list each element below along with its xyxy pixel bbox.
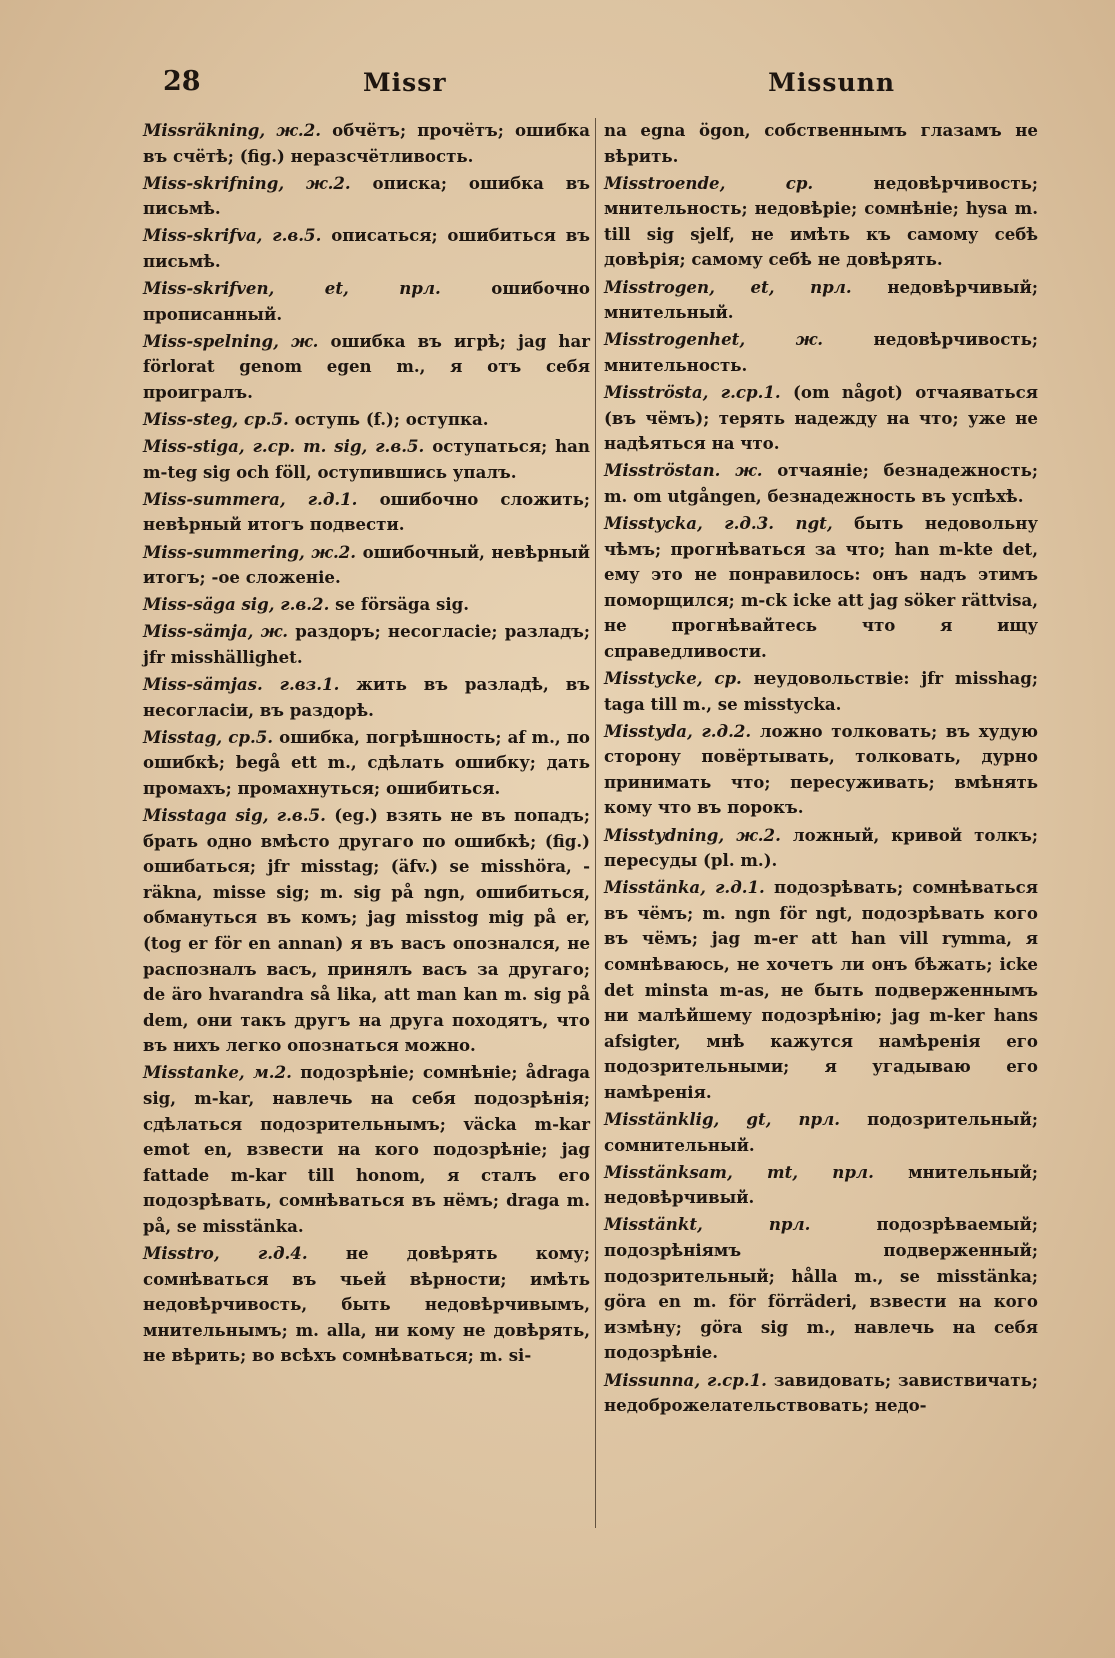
entry-headword: Miss-skrifven (143, 278, 269, 299)
entry-headword: Misstrogen (604, 276, 710, 297)
dictionary-entry (604, 1160, 1038, 1211)
entry-definition: подозрѣніе; сомнѣніе; ådraga sig, m-kar, навлечь на себя подозрѣнія; сдѣлаться подозрительнымъ; väcka m-kar emot en, взвести на кого подозрѣніе; jag fattade m-kar till honom, я сталъ его подозрѣвать, сомнѣваться въ нёмъ; draga m. på, se misstänka. (143, 1062, 590, 1236)
entry-definition: обчётъ; прочётъ; ошибка въ счётѣ; (fig.) неразсчётливость. (143, 120, 590, 166)
dictionary-entry (143, 672, 590, 723)
entry-headword: Misstro (143, 1243, 214, 1264)
dictionary-entry (143, 171, 590, 222)
entry-definition: не довѣрять кому; сомнѣваться въ чьей вѣрности; имѣть недовѣрчивость, быть недовѣрчивымъ, мнительнымъ; m. alla, ни кому не довѣрять, не вѣрить; во всѣхъ сомнѣваться; m. si- (143, 1243, 590, 1366)
dictionary-entry (604, 666, 1038, 717)
entry-grammar: , ср. (719, 172, 814, 193)
dictionary-entry (604, 823, 1038, 874)
entry-definition: быть недовольну чѣмъ; прогнѣваться за что; han m-kte det, ему это не понравилось: онъ надъ этимъ поморщился; m-ck icke att jag söker rättvisa, не прогнѣвайтесь что я ищу справедливости. (604, 512, 1038, 661)
entry-definition: ложно толковать; въ худую сторону повёртывать, толковать, дурно принимать что; пересуживать; вмѣнять кому что въ порокъ. (604, 720, 1038, 818)
entry-definition: отчаяніе; безнадежность; m. om utgången, безнадежность въ успѣхѣ. (604, 460, 1038, 506)
entry-headword: Missräkning (143, 120, 260, 140)
dictionary-entry (604, 380, 1038, 457)
entry-definition: ошибочно сложить; невѣрный итогъ подвести. (143, 488, 590, 535)
dictionary-entry (604, 118, 1038, 169)
entry-grammar: . ж. (714, 460, 763, 481)
entry-definition: мнительный; недовѣрчивый. (604, 1161, 1038, 1208)
entry-headword: Misströstan (604, 460, 715, 481)
entry-grammar: , г.ср.1. (694, 1369, 767, 1390)
dictionary-entry (143, 329, 590, 406)
dictionary-entry (604, 511, 1038, 665)
entry-definition: оступаться; han m-teg sig och föll, оступившись упалъ. (143, 436, 590, 482)
entry-definition: неудовольствіе: jfr misshag; taga till m., se misstycka. (604, 667, 1038, 714)
entry-headword: Misstycke (604, 667, 697, 688)
entry-definition: ошибочный, невѣрный итогъ; -ое сложеніе. (143, 541, 590, 588)
entry-grammar: , г.в.5. (256, 225, 322, 246)
entry-grammar: , г.д.3. ngt, (697, 512, 833, 533)
dictionary-entry (604, 171, 1038, 273)
entry-definition: se försäga sig. (329, 594, 470, 615)
dictionary-entry (143, 434, 590, 485)
entry-headword: Miss-spelning (143, 330, 274, 351)
dictionary-entry (604, 719, 1038, 821)
entry-headword: Miss-summering (143, 541, 300, 562)
entry-headword: Miss-steg (143, 409, 233, 430)
entry-definition: завидовать; завиствичать; недоброжелательствовать; недо- (604, 1369, 1038, 1416)
dictionary-entry (143, 803, 590, 1059)
entry-grammar: , г.д.1. (700, 877, 765, 898)
entry-definition: ошибка въ игрѣ; jag har förlorat genom egen m., я отъ себя проигралъ. (143, 330, 590, 402)
dictionary-entry (604, 875, 1038, 1105)
entry-grammar: , г.д.2. (687, 720, 752, 741)
entry-definition: подозрительный; сомнительный. (604, 1109, 1038, 1155)
guide-word-right: Missunn (768, 68, 895, 97)
entry-definition: ложный, кривой толкъ; пересуды (pl. m.). (604, 824, 1038, 871)
dictionary-entry (143, 1241, 590, 1369)
entry-headword: Miss-skrifva (143, 225, 257, 246)
entry-grammar: . г.вз.1. (257, 673, 340, 694)
entry-definition: недовѣрчивость; мнительность. (604, 329, 1039, 375)
entry-grammar: , г.ср. m. sig, г.в.5. (238, 436, 425, 457)
entry-definition: описаться; ошибиться въ письмѣ. (143, 225, 590, 271)
entry-grammar: , et, прл. (268, 278, 441, 299)
entry-grammar: , ср.5. (216, 726, 274, 747)
entry-grammar: , ср. (696, 667, 742, 688)
left-column (143, 118, 590, 1371)
entry-headword: Miss-sämja (143, 621, 248, 642)
dictionary-entry (604, 458, 1038, 509)
entry-grammar: , mt, прл. (727, 1161, 874, 1182)
entry-definition: (eg.) взять не въ попадъ; брать одно вмѣсто другаго по ошибкѣ; (fig.) ошибаться; jfr misstag; (äfv.) se misshöra, -räkna, misse sig; m. sig på ngn, ошибиться, обмануться въ комъ; jag misstog mig på er, (tog er för en annan) я въ васъ опознался, не распозналъ васъ, принялъ васъ за другаго; de äro hvarandra så lika, att man kan m. sig på dem, они такъ другъ на друга походятъ, что въ нихъ легко опознаться можно. (143, 804, 590, 1056)
entry-grammar: , г.ср.1. (702, 381, 781, 402)
entry-definition: жить въ разладѣ, въ несогласіи, въ раздорѣ. (143, 673, 590, 720)
entry-grammar: , г.в.5. (262, 804, 326, 825)
page-number: 28 (163, 66, 201, 97)
dictionary-entry (143, 276, 590, 327)
entry-grammar: , ж. (739, 329, 824, 350)
entry-headword: Misstänksam (604, 1161, 727, 1182)
entry-headword: Misstydning (604, 824, 719, 845)
entry-headword: Miss-säga sig (143, 594, 269, 615)
entry-headword: Misstanke (143, 1062, 239, 1083)
dictionary-entry (143, 592, 590, 618)
dictionary-entry (143, 118, 590, 169)
entry-grammar: , gt, прл. (713, 1109, 841, 1130)
dictionary-entry (604, 327, 1038, 378)
entry-grammar: , ж.2. (718, 824, 781, 845)
entry-headword: Misstänka (604, 877, 701, 898)
entry-definition: (om något) отчаяваться (въ чёмъ); терять надежду на что; уже не надѣяться на что. (604, 381, 1038, 454)
dictionary-entry (143, 487, 590, 538)
entry-definition: недовѣрчивость; мнительность; недовѣріе; сомнѣніе; hysa m. till sig sjelf, не имѣть къ самому себѣ довѣрія; самому себѣ не довѣрять. (604, 172, 1038, 270)
entry-headword: Miss-sämjas (143, 673, 257, 694)
entry-grammar: , ж.2. (259, 120, 322, 140)
entry-headword: Misstroende (604, 172, 720, 193)
entry-headword: Misstänkt (604, 1214, 697, 1235)
right-column (604, 118, 1038, 1420)
dictionary-entry (143, 725, 590, 802)
dictionary-entry (143, 540, 590, 591)
entry-headword: Misstaga sig (143, 804, 263, 825)
entry-headword: Misstänklig (604, 1109, 714, 1130)
entry-definition: na egna ögon, собственнымъ глазамъ не вѣрить. (604, 120, 1038, 166)
entry-grammar: , et, прл. (709, 276, 852, 297)
entry-definition: ошибочно прописанный. (143, 278, 590, 324)
entry-headword: Misstyda (604, 720, 688, 741)
dictionary-entry (143, 223, 590, 274)
entry-grammar: , г.д.1. (279, 488, 358, 509)
entry-definition: ошибка, погрѣшность; af m., по ошибкѣ; begå ett m., сдѣлать ошибку; дать промахъ; промахнуться; ошибиться. (143, 726, 590, 798)
dictionary-entry (143, 619, 590, 670)
entry-grammar: , ж. (273, 330, 319, 351)
entry-headword: Missunna (604, 1369, 695, 1390)
entry-grammar: , ср.5. (232, 409, 289, 430)
guide-word-left: Missr (363, 68, 447, 97)
entry-headword: Miss-skrifning (143, 172, 279, 193)
entry-definition: оступь (f.); оступка. (288, 409, 489, 430)
entry-grammar: , ж. (247, 621, 289, 642)
entry-grammar: , г.д.4. (213, 1243, 308, 1264)
column-divider (595, 118, 596, 1528)
dictionary-entry (604, 1212, 1038, 1366)
entry-definition: подозрѣвать; сомнѣваться въ чёмъ; m. ngn för ngt, подозрѣвать кого въ чёмъ; jag m-er att han vill rymma, я сомнѣваюсь, не хочетъ ли онъ бѣжать; icke det minsta m-as, не быть подверженнымъ ни малѣйшему подозрѣнію; jag m-ker hans afsigter, мнѣ кажутся намѣренія его подозрительными; я угадываю его намѣренія. (604, 877, 1039, 1102)
dictionary-entry (604, 275, 1038, 326)
entry-headword: Miss-stiga (143, 436, 239, 457)
entry-headword: Misstycka (604, 512, 698, 533)
entry-definition: недовѣрчивый; мнительный. (604, 276, 1038, 323)
entry-headword: Miss-summera (143, 488, 280, 509)
entry-definition: подозрѣваемый; подозрѣніямъ подверженный; подозрительный; hålla m., se misstänka; göra en m. för förräderi, взвести на кого измѣну; göra sig m., навлечь на себя подозрѣніе. (604, 1214, 1038, 1363)
entry-grammar: , прл. (697, 1214, 811, 1235)
dictionary-entry (604, 1368, 1038, 1419)
entry-headword: Misstrogenhet (604, 329, 740, 350)
entry-grammar: , ж.2. (278, 172, 351, 193)
entry-grammar: , г.в.2. (268, 594, 330, 615)
dictionary-entry (143, 1060, 590, 1239)
entry-grammar: , ж.2. (299, 541, 357, 562)
dictionary-entry (143, 407, 590, 433)
entry-headword: Misstag (143, 726, 217, 747)
entry-headword: Misströsta (604, 381, 703, 402)
entry-definition: описка; ошибка въ письмѣ. (143, 172, 590, 219)
page-header (163, 62, 895, 102)
entry-grammar: , м.2. (238, 1062, 292, 1083)
entry-definition: раздоръ; несогласіе; разладъ; jfr misshällighet. (143, 621, 591, 667)
dictionary-entry (604, 1107, 1038, 1158)
